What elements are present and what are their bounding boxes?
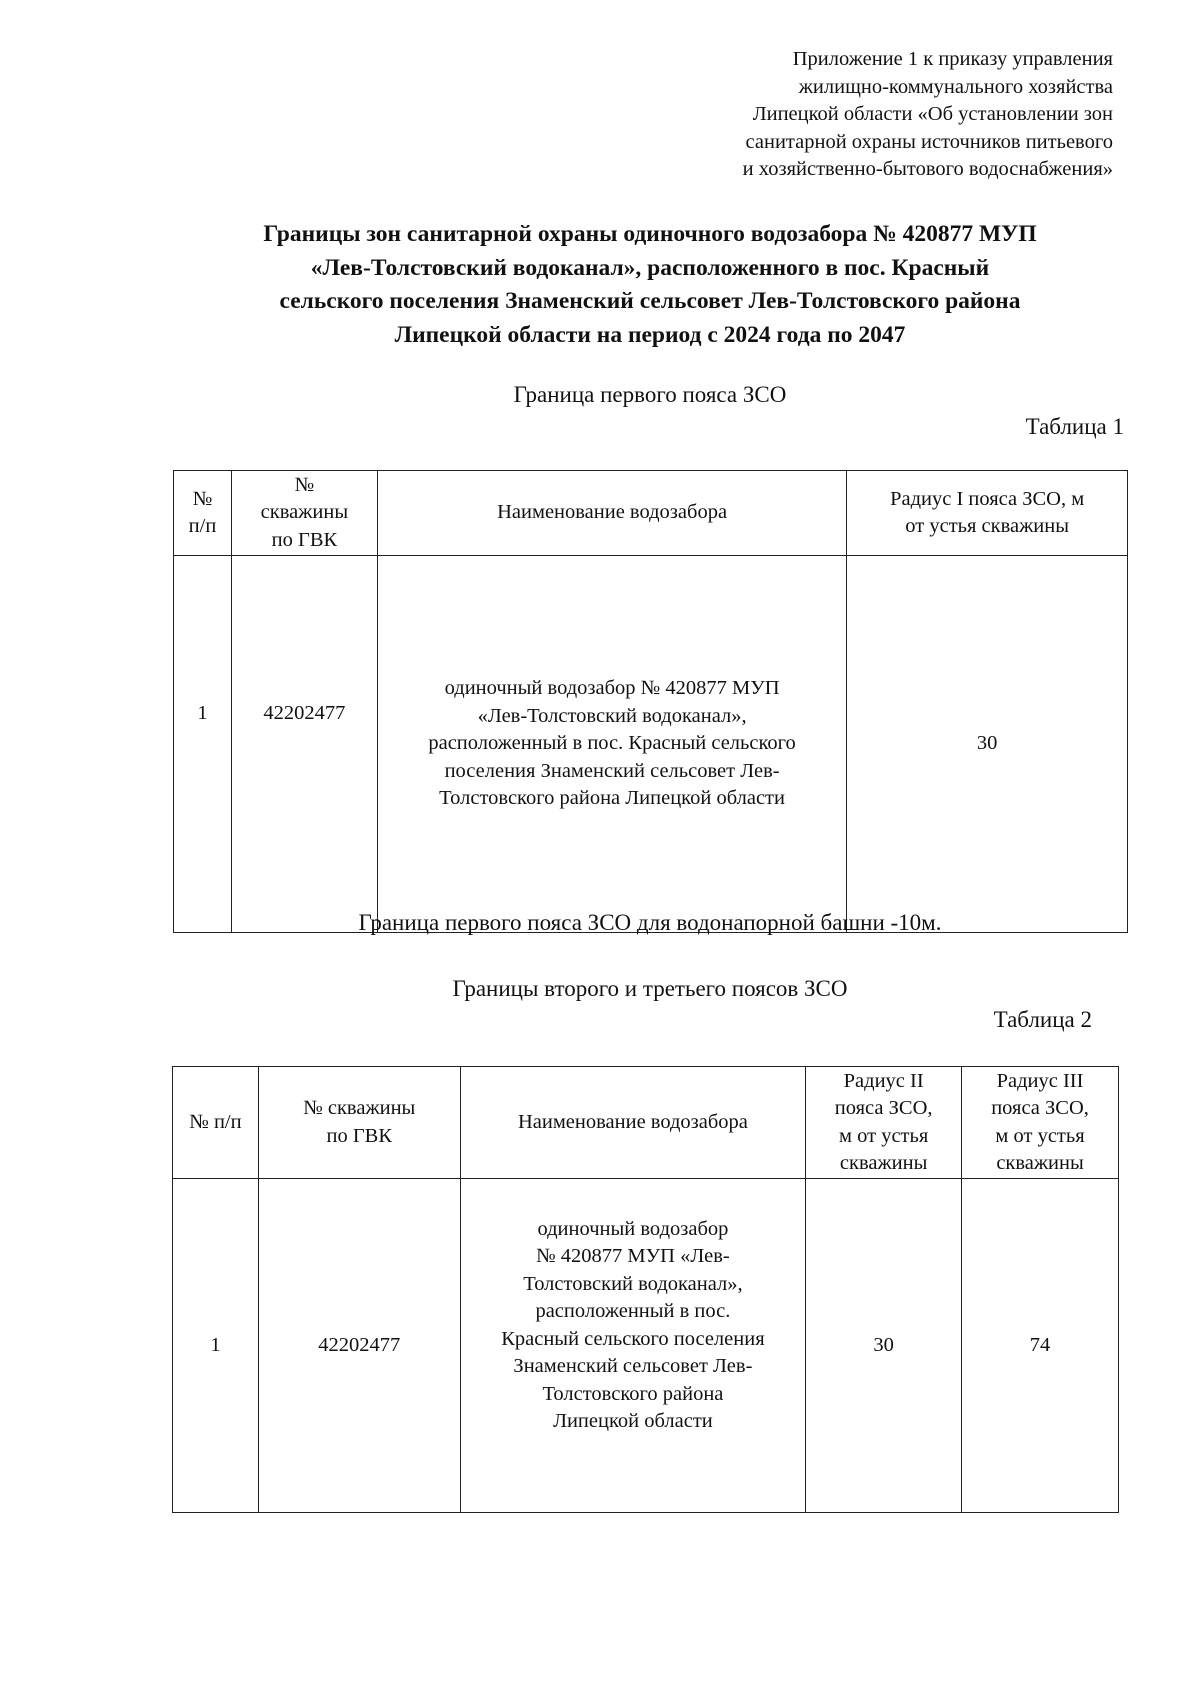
cell-radius2: 30 <box>806 1179 962 1513</box>
appendix-header <box>593 46 1113 184</box>
section1-heading: Граница первого пояса ЗСО <box>513 382 787 407</box>
appendix-line: жилищно-коммунального хозяйства <box>798 75 1113 98</box>
table-row <box>174 556 1128 933</box>
header-cell-num: № п/п <box>173 1067 259 1179</box>
title-line: Границы зон санитарной охраны одиночного водозабора № 420877 МУП <box>263 221 1037 247</box>
title-line: «Лев-Толстовский водоканал», расположенного в пос. Красный <box>310 254 990 281</box>
header-cell-name: Наименование водозабора <box>377 471 846 556</box>
table-1 <box>173 470 1128 933</box>
header-cell-name: Наименование водозабора <box>460 1067 806 1179</box>
header-cell-num: № п/п <box>174 471 232 556</box>
appendix-line: и хозяйственно-бытового водоснабжения» <box>742 158 1113 180</box>
header-cell-radius2: Радиус II пояса ЗСО, м от устья скважины <box>806 1067 962 1179</box>
title-line: Липецкой области на период с 2024 года по 2047 <box>394 321 906 348</box>
cell-well: 42202477 <box>231 556 377 933</box>
cell-well: 42202477 <box>258 1179 460 1513</box>
appendix-line: санитарной охраны источников питьевого <box>745 130 1113 153</box>
table1-header-row <box>174 471 1128 556</box>
cell-num: 1 <box>174 556 232 933</box>
header-cell-radius3: Радиус III пояса ЗСО, м от устья скважины <box>962 1067 1119 1179</box>
section2-heading: Границы второго и третьего поясов ЗСО <box>452 976 848 1001</box>
header-cell-well: № скважины по ГВК <box>258 1067 460 1179</box>
table2-label: Таблица 2 <box>993 1007 1092 1032</box>
header-cell-radius1: Радиус I пояса ЗСО, м от устья скважины <box>847 471 1128 556</box>
header-cell-well: № скважины по ГВК <box>231 471 377 556</box>
table1-label: Таблица 1 <box>1025 414 1124 439</box>
cell-radius1: 30 <box>847 556 1128 933</box>
title-line: сельского поселения Знаменский сельсовет Лев-Толстовского района <box>279 288 1021 314</box>
appendix-line: Липецкой области «Об установлении зон <box>752 103 1113 125</box>
appendix-line: Приложение 1 к приказу управления <box>792 48 1113 70</box>
cell-name: одиночный водозабор № 420877 МУП «Лев- Толстовский водоканал», расположенный в пос. Красный сельского поселения Знаменский сельсовет Лев- Толстовского района Липецкой области <box>460 1179 806 1513</box>
table2-header-row <box>173 1067 1119 1179</box>
cell-radius3: 74 <box>962 1179 1119 1513</box>
table-row <box>173 1179 1119 1513</box>
cell-num: 1 <box>173 1179 259 1513</box>
tower-note: Граница первого пояса ЗСО для водонапорной башни -10м. <box>358 910 942 935</box>
cell-name: одиночный водозабор № 420877 МУП «Лев-Толстовский водоканал», расположенный в пос. Красный сельского поселения Знаменский сельсовет Лев- Толстовского района Липецкой области <box>377 556 846 933</box>
document-title <box>160 218 1140 352</box>
table-2 <box>172 1066 1119 1513</box>
